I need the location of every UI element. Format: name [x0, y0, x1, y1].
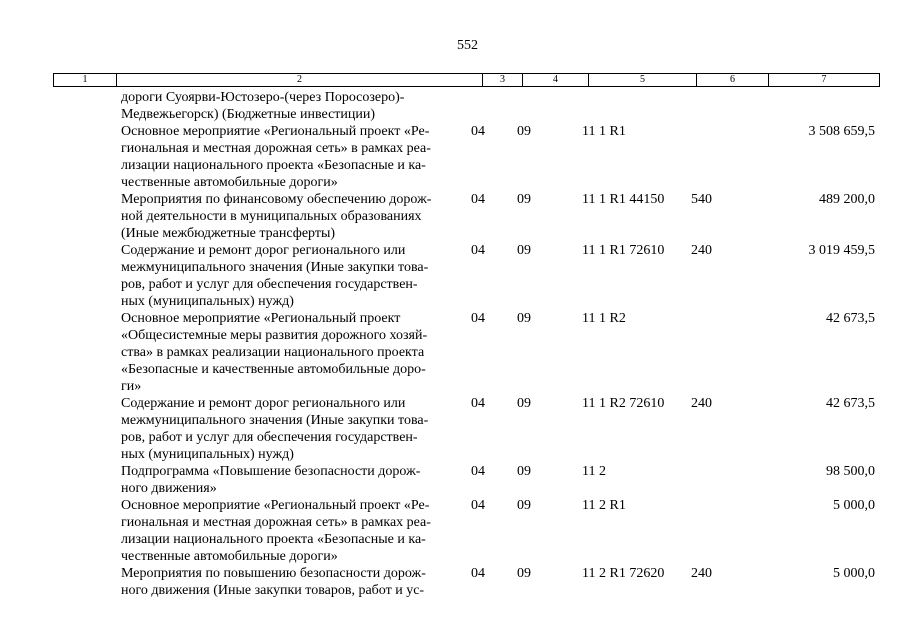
description-line: ного движения (Иные закупки товаров, работ и ус- — [121, 583, 425, 598]
description-line: Основное мероприятие «Региональный проект «Ре- — [121, 498, 430, 513]
description-line: ных (муниципальных) нужд) — [121, 447, 294, 462]
row-description — [121, 395, 461, 463]
row-subsection: 09 — [517, 464, 531, 479]
description-line: гиональная и местная дорожная сеть» в рамках реа- — [121, 515, 431, 530]
description-line: межмуниципального значения (Иные закупки това- — [121, 260, 429, 275]
row-section: 04 — [471, 124, 485, 139]
row-section: 04 — [471, 243, 485, 258]
description-line: лизации национального проекта «Безопасные и ка- — [121, 158, 426, 173]
row-description — [121, 565, 461, 599]
row-section: 04 — [471, 464, 485, 479]
table-row — [0, 310, 905, 395]
row-expense-type: 240 — [691, 396, 712, 411]
table-row — [0, 242, 905, 310]
table-row — [0, 395, 905, 463]
row-subsection: 09 — [517, 396, 531, 411]
row-target-article: 11 1 R2 72610 — [582, 396, 665, 411]
page-number: 552 — [457, 38, 478, 53]
description-line: Мероприятия по финансовому обеспечению дорож- — [121, 192, 432, 207]
row-amount: 42 673,5 — [826, 311, 875, 326]
table-row — [0, 497, 905, 565]
description-line: Медвежьегорск) (Бюджетные инвестиции) — [121, 107, 376, 122]
row-target-article: 11 1 R1 72610 — [582, 243, 665, 258]
row-section: 04 — [471, 566, 485, 581]
row-description — [121, 497, 461, 565]
table-row — [0, 191, 905, 242]
row-subsection: 09 — [517, 192, 531, 207]
column-header-3: 3 — [483, 74, 523, 87]
row-target-article: 11 1 R1 — [582, 124, 626, 139]
column-header-6: 6 — [697, 74, 769, 87]
column-header-7: 7 — [769, 74, 880, 87]
description-line: гиональная и местная дорожная сеть» в рамках реа- — [121, 141, 431, 156]
row-subsection: 09 — [517, 243, 531, 258]
description-line: Содержание и ремонт дорог регионального или — [121, 396, 406, 411]
description-line: чественные автомобильные дороги» — [121, 175, 338, 190]
table-row — [0, 123, 905, 191]
row-amount: 3 019 459,5 — [808, 243, 875, 258]
row-expense-type: 240 — [691, 243, 712, 258]
description-line: ной деятельности в муниципальных образованиях — [121, 209, 422, 224]
row-subsection: 09 — [517, 498, 531, 513]
description-line: Подпрограмма «Повышение безопасности дорож- — [121, 464, 421, 479]
description-line: Мероприятия по повышению безопасности дорож- — [121, 566, 426, 581]
table-row — [0, 89, 905, 123]
row-expense-type: 540 — [691, 192, 712, 207]
description-line: Содержание и ремонт дорог регионального или — [121, 243, 406, 258]
description-line: «Общесистемные меры развития дорожного хозяй- — [121, 328, 428, 343]
row-expense-type: 240 — [691, 566, 712, 581]
table-body — [0, 89, 905, 599]
description-line: Основное мероприятие «Региональный проект — [121, 311, 401, 326]
row-amount: 3 508 659,5 — [808, 124, 875, 139]
column-header-4: 4 — [523, 74, 589, 87]
row-amount: 489 200,0 — [819, 192, 875, 207]
row-section: 04 — [471, 498, 485, 513]
description-line: дороги Суоярви-Юстозеро-(через Поросозеро)- — [121, 90, 405, 105]
column-header-5: 5 — [589, 74, 697, 87]
row-subsection: 09 — [517, 124, 531, 139]
description-line: ров, работ и услуг для обеспечения государствен- — [121, 430, 418, 445]
column-header-2: 2 — [117, 74, 483, 87]
row-section: 04 — [471, 192, 485, 207]
row-target-article: 11 1 R2 — [582, 311, 626, 326]
description-line: ров, работ и услуг для обеспечения государствен- — [121, 277, 418, 292]
description-line: ного движения» — [121, 481, 217, 496]
row-target-article: 11 2 R1 — [582, 498, 626, 513]
description-line: ных (муниципальных) нужд) — [121, 294, 294, 309]
row-amount: 98 500,0 — [826, 464, 875, 479]
description-line: межмуниципального значения (Иные закупки това- — [121, 413, 429, 428]
row-target-article: 11 1 R1 44150 — [582, 192, 665, 207]
column-header-1: 1 — [54, 74, 117, 87]
description-line: Основное мероприятие «Региональный проект «Ре- — [121, 124, 430, 139]
row-subsection: 09 — [517, 566, 531, 581]
row-subsection: 09 — [517, 311, 531, 326]
row-amount: 42 673,5 — [826, 396, 875, 411]
row-description — [121, 191, 461, 242]
table-row — [0, 565, 905, 599]
description-line: чественные автомобильные дороги» — [121, 549, 338, 564]
row-description — [121, 310, 461, 395]
row-amount: 5 000,0 — [833, 566, 875, 581]
row-description — [121, 89, 461, 123]
row-section: 04 — [471, 396, 485, 411]
row-target-article: 11 2 — [582, 464, 606, 479]
row-description — [121, 123, 461, 191]
row-section: 04 — [471, 311, 485, 326]
description-line: ства» в рамках реализации национального проекта — [121, 345, 425, 360]
description-line: ги» — [121, 379, 142, 394]
column-header-table — [53, 73, 880, 87]
description-line: (Иные межбюджетные трансферты) — [121, 226, 336, 241]
row-description — [121, 242, 461, 310]
row-amount: 5 000,0 — [833, 498, 875, 513]
description-line: «Безопасные и качественные автомобильные доро- — [121, 362, 426, 377]
column-header-row — [54, 74, 880, 87]
row-description — [121, 463, 461, 497]
row-target-article: 11 2 R1 72620 — [582, 566, 665, 581]
table-row — [0, 463, 905, 497]
description-line: лизации национального проекта «Безопасные и ка- — [121, 532, 426, 547]
